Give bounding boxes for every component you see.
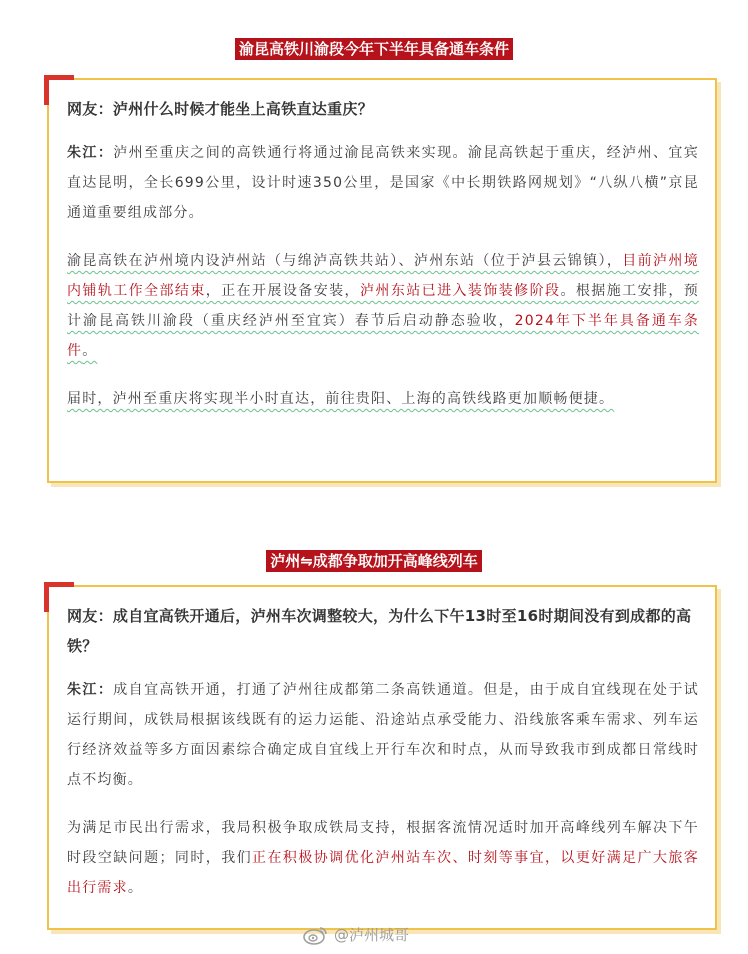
answer-1-para-2-text-d: 。 (82, 343, 98, 359)
answer-1-para-2-text-b: ，正在开展设备安装， (205, 283, 360, 299)
card-corner-decoration (44, 582, 74, 612)
section-title-1 (0, 38, 748, 60)
highlight-red-3: 2024年下半年具备通车条件 (67, 313, 699, 359)
answer-2-para-2-text-b: 。 (127, 880, 144, 896)
answer-2-para-2-text-a: 为满足市民出行需求，我局积极争取成铁局支持，根据客流情况适时加开高峰线列车解决下午时段空缺问题；同时，我们 (67, 820, 699, 866)
weibo-icon (303, 925, 329, 945)
section-title-2 (0, 550, 748, 572)
card-corner-decoration (44, 75, 74, 105)
answer-2-para-1 (67, 675, 699, 795)
answer-1-para-2-text-c: 。根据施工安排，预计渝昆高铁川渝段（重庆经泸州至宜宾）春节后启动静态验收， (67, 283, 699, 329)
question-1: 网友：泸州什么时候才能坐上高铁直达重庆？ (67, 100, 374, 118)
highlight-red-2: 泸州东站已进入装饰装修阶段 (359, 283, 561, 299)
highlight-red-1: 目前泸州境内铺轨工作全部结束 (67, 253, 700, 299)
answer-1-para-2-text-a: 渝昆高铁在泸州境内设泸州站（与绵泸高铁共站）、泸州东站（位于泸县云锦镇）， (67, 253, 623, 269)
answer-2-para-2 (67, 813, 699, 903)
answer-1-para-2 (67, 246, 699, 366)
speaker-label: 朱江： (67, 145, 114, 161)
watermark-text: @泸州城哥 (334, 926, 410, 944)
answer-2-para-1-text: 成自宜高铁开通，打通了泸州往成都第二条高铁通道。但是，由于成自宜线现在处于试运行期间，成铁局根据该线既有的运力运能、沿途站点承受能力、沿线旅客乘车需求、列车运行经济效益等多方面因素综合确定成自宜线上开行车次和时点，从而导致我市到成都日常线时点不均衡。 (67, 682, 699, 788)
highlight-red-4: 正在积极协调优化泸州站车次、时刻等事宜，以更好满足广大旅客出行需求 (67, 850, 699, 896)
answer-1-para-1-text: 泸州至重庆之间的高铁通行将通过渝昆高铁来实现。渝昆高铁起于重庆，经泸州、宜宾直达昆明，全长699公里，设计时速350公里，是国家《中长期铁路网规划》“八纵八横”京昆通道重要组成部分。 (67, 145, 699, 221)
qa-card-2 (47, 585, 717, 930)
speaker-label: 朱江： (67, 682, 114, 698)
watermark (303, 924, 409, 945)
section-title-1-text: 渝昆高铁川渝段今年下半年具备通车条件 (235, 38, 513, 60)
section-title-2-text: 泸州⇋成都争取加开高峰线列车 (266, 550, 482, 572)
qa-card-1 (47, 78, 717, 483)
question-2: 网友：成自宜高铁开通后，泸州车次调整较大，为什么下午13时至16时期间没有到成都的高铁？ (67, 607, 692, 655)
answer-1-para-3: 届时，泸州至重庆将实现半小时直达，前往贵阳、上海的高铁线路更加顺畅便捷。 (67, 391, 615, 407)
answer-1-para-1 (67, 138, 699, 228)
